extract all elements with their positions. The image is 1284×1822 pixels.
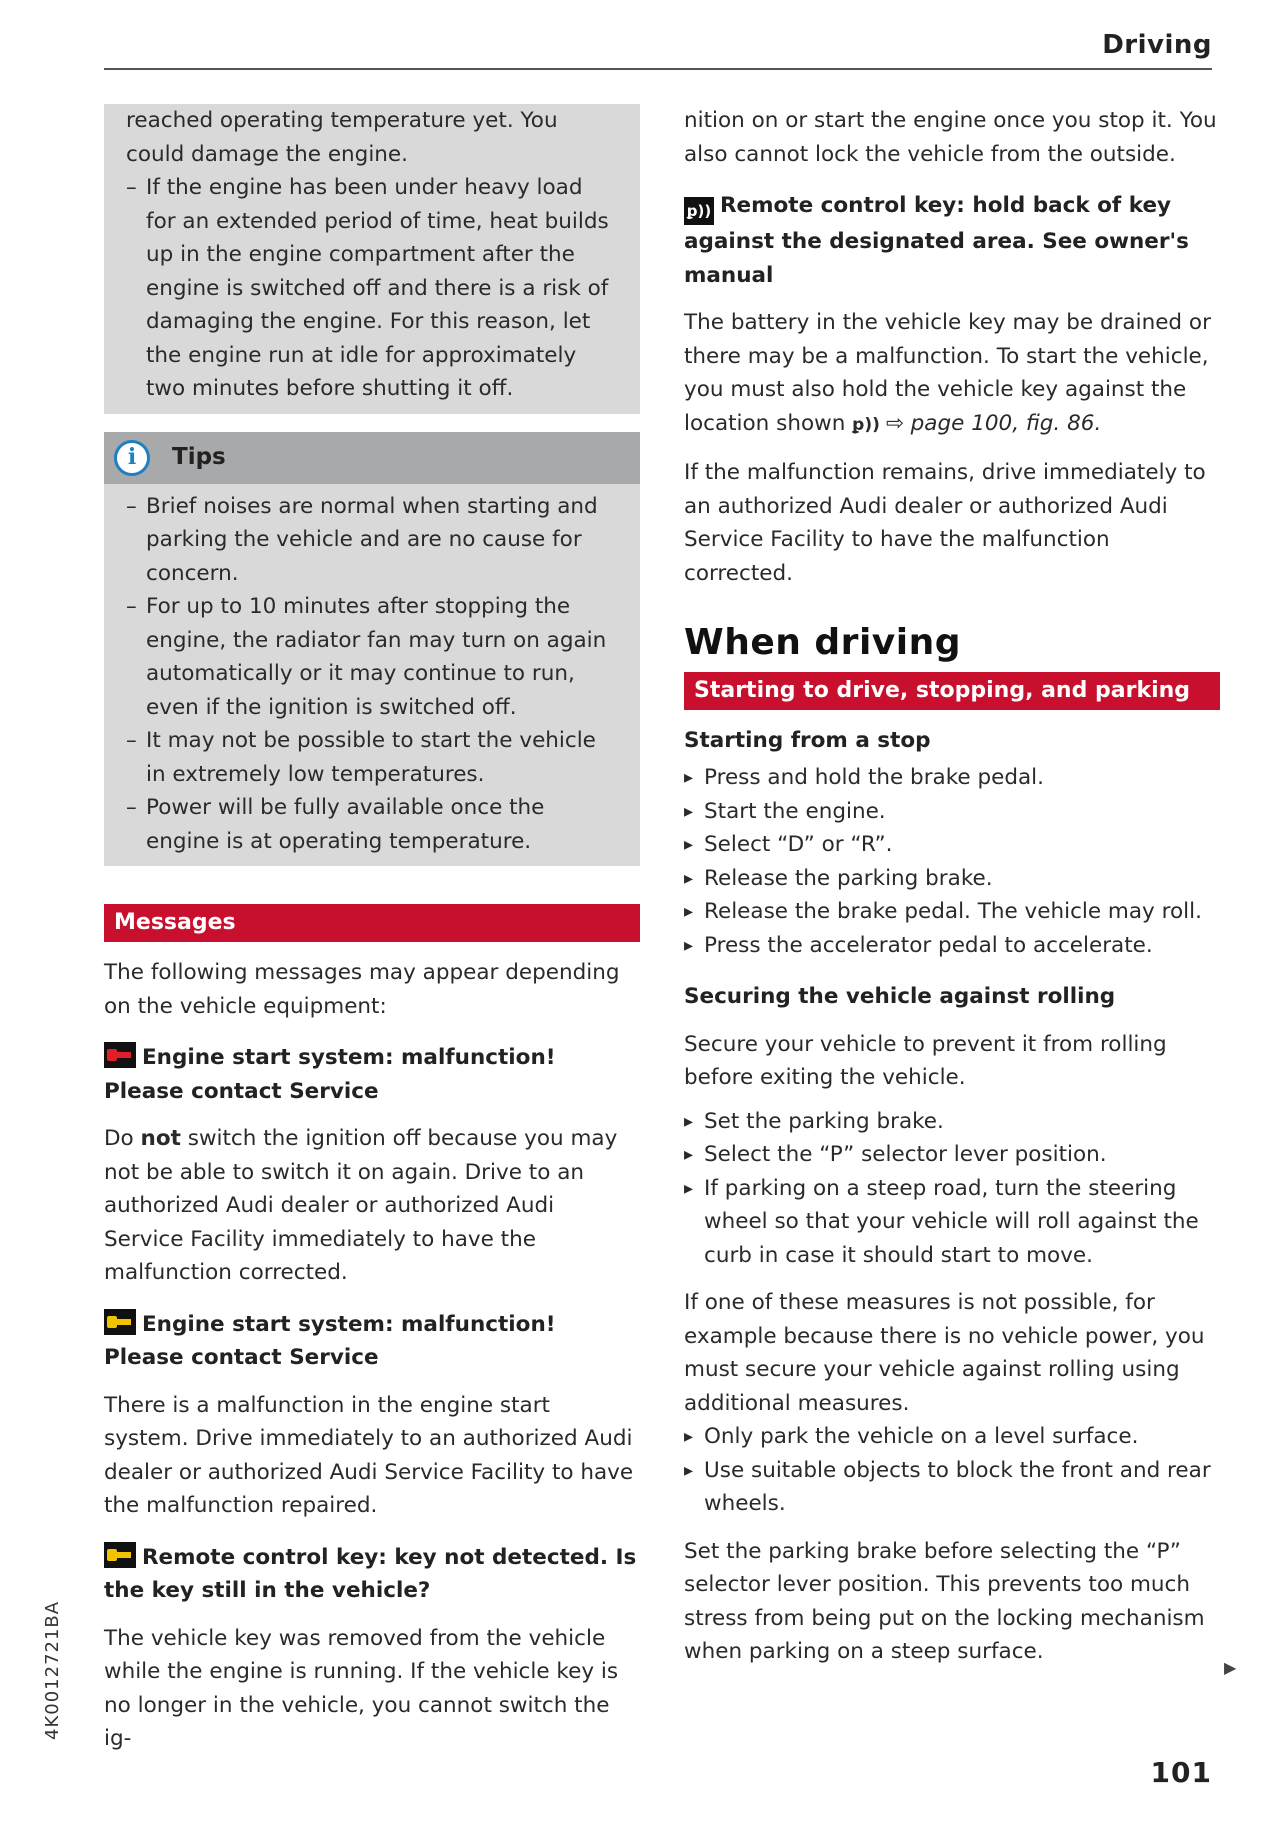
key-yellow-icon bbox=[104, 1542, 136, 1568]
message-text: Do bbox=[104, 1126, 141, 1151]
starting-heading: Starting from a stop bbox=[684, 727, 931, 753]
key-red-icon bbox=[104, 1042, 136, 1068]
message-title-yellow-key bbox=[104, 1308, 640, 1375]
step-item: ▸ Set the parking brake. bbox=[684, 1105, 1220, 1139]
message-title-red-key bbox=[104, 1041, 640, 1108]
measures-steps bbox=[684, 1420, 1220, 1521]
left-column bbox=[104, 104, 640, 1756]
tips-list bbox=[126, 490, 618, 859]
battery-text: The battery in the vehicle key may be drained or there may be a malfunction. To start the vehicle, you must also hold the vehicle key against the location shown bbox=[684, 310, 1211, 436]
document-code: 4K0012721BA bbox=[42, 1600, 63, 1740]
warning-continued-text: reached operating temperature yet. You could damage the engine. bbox=[126, 108, 558, 167]
chapter-heading: When driving bbox=[684, 622, 961, 663]
message-title-text: Engine start system: malfunction! Please contact Service bbox=[104, 1311, 556, 1370]
section-heading-starting: Starting to drive, stopping, and parking bbox=[684, 672, 1220, 710]
message-title-text: Engine start system: malfunction! Please contact Service bbox=[104, 1045, 556, 1104]
tips-item: – Brief noises are normal when starting and parking the vehicle and are no cause for concern. bbox=[126, 490, 618, 591]
message-title-text: Remote control key: hold back of key against the designated area. See owner's manual bbox=[684, 193, 1189, 288]
warning-item: – If the engine has been under heavy load for an extended period of time, heat builds up in the engine compartment after the engine is switched off and there is a risk of damaging the engine. For this reason, let the engine run at idle for approximately two minutes before shutting it off. bbox=[126, 171, 618, 406]
malfunction-paragraph: If the malfunction remains, drive immediately to an authorized Audi dealer or authorized Audi Service Facility to have the malfunction corrected. bbox=[684, 460, 1206, 586]
warning-box-continued bbox=[104, 104, 640, 414]
message-title-key-not-detected bbox=[104, 1541, 640, 1608]
info-icon: i bbox=[114, 440, 150, 476]
remote-key-icon: ꝑ)) bbox=[852, 414, 886, 435]
tips-item: – Power will be fully available once the engine is at operating temperature. bbox=[126, 791, 618, 858]
securing-intro: Secure your vehicle to prevent it from rolling before exiting the vehicle. bbox=[684, 1031, 1167, 1090]
message-body-key-not-detected: The vehicle key was removed from the vehicle while the engine is running. If the vehicle key is no longer in the vehicle, you cannot switch the ig- bbox=[104, 1625, 619, 1751]
step-item: ▸ Press and hold the brake pedal. bbox=[684, 761, 1220, 795]
continue-arrow-icon: ▶ bbox=[1224, 1658, 1237, 1677]
step-item: ▸ Select “D” or “R”. bbox=[684, 828, 1220, 862]
messages-intro: The following messages may appear depending on the vehicle equipment: bbox=[104, 960, 620, 1019]
message-text: switch the ignition off because you may not be able to switch it on again. Drive to an authorized Audi dealer or authorized Audi Service Facility immediately to have the malfunction corrected. bbox=[104, 1126, 618, 1285]
continued-text: nition on or start the engine once you stop it. You also cannot lock the vehicle from the outside. bbox=[684, 108, 1217, 167]
right-column bbox=[684, 104, 1220, 1669]
page-reference-link[interactable]: ⇨ page 100, fig. 86. bbox=[885, 410, 1102, 436]
message-body-yellow-key: There is a malfunction in the engine start system. Drive immediately to an authorized Audi dealer or authorized Audi Service Facility to have the malfunction repaired. bbox=[104, 1392, 634, 1518]
step-item: ▸ Use suitable objects to block the front and rear wheels. bbox=[684, 1454, 1220, 1521]
securing-heading: Securing the vehicle against rolling bbox=[684, 984, 1116, 1009]
battery-paragraph bbox=[684, 306, 1220, 442]
step-item: ▸ Select the “P” selector lever position. bbox=[684, 1138, 1220, 1172]
message-title-text: Remote control key: key not detected. Is the key still in the vehicle? bbox=[104, 1544, 637, 1603]
tips-box bbox=[104, 432, 640, 867]
measures-paragraph: If one of these measures is not possible, for example because there is no vehicle power, you must secure your vehicle against rolling using additional measures. bbox=[684, 1290, 1205, 1416]
step-item: ▸ Release the brake pedal. The vehicle may roll. bbox=[684, 895, 1220, 929]
key-yellow-icon bbox=[104, 1309, 136, 1335]
tips-header bbox=[104, 432, 640, 484]
step-item: ▸ Press the accelerator pedal to accelerate. bbox=[684, 929, 1220, 963]
tips-body bbox=[104, 484, 640, 867]
remote-key-icon: ꝑ)) bbox=[684, 197, 714, 225]
tips-title: Tips bbox=[172, 443, 226, 470]
messages-heading: Messages bbox=[104, 904, 640, 942]
step-item: ▸ Start the engine. bbox=[684, 795, 1220, 829]
final-paragraph: Set the parking brake before selecting the “P” selector lever position. This prevents too much stress from being put on the locking mechanism when parking on a steep surface. bbox=[684, 1538, 1205, 1664]
step-item: ▸ Only park the vehicle on a level surface. bbox=[684, 1420, 1220, 1454]
warning-list bbox=[126, 171, 618, 406]
page-number: 101 bbox=[1150, 1756, 1212, 1789]
starting-steps bbox=[684, 761, 1220, 962]
tips-item: – It may not be possible to start the vehicle in extremely low temperatures. bbox=[126, 724, 618, 791]
tips-item: – For up to 10 minutes after stopping the engine, the radiator fan may turn on again automatically or it may continue to run, even if the ignition is switched off. bbox=[126, 590, 618, 724]
securing-steps bbox=[684, 1105, 1220, 1273]
step-item: ▸ Release the parking brake. bbox=[684, 862, 1220, 896]
step-item: ▸ If parking on a steep road, turn the steering wheel so that your vehicle will roll against the curb in case it should start to move. bbox=[684, 1172, 1220, 1273]
emphasis-not: not bbox=[140, 1126, 181, 1151]
header-rule bbox=[104, 68, 1212, 70]
running-header: Driving bbox=[1102, 30, 1212, 60]
message-title-remote-key bbox=[684, 189, 1220, 292]
message-body-red-key bbox=[104, 1122, 640, 1290]
